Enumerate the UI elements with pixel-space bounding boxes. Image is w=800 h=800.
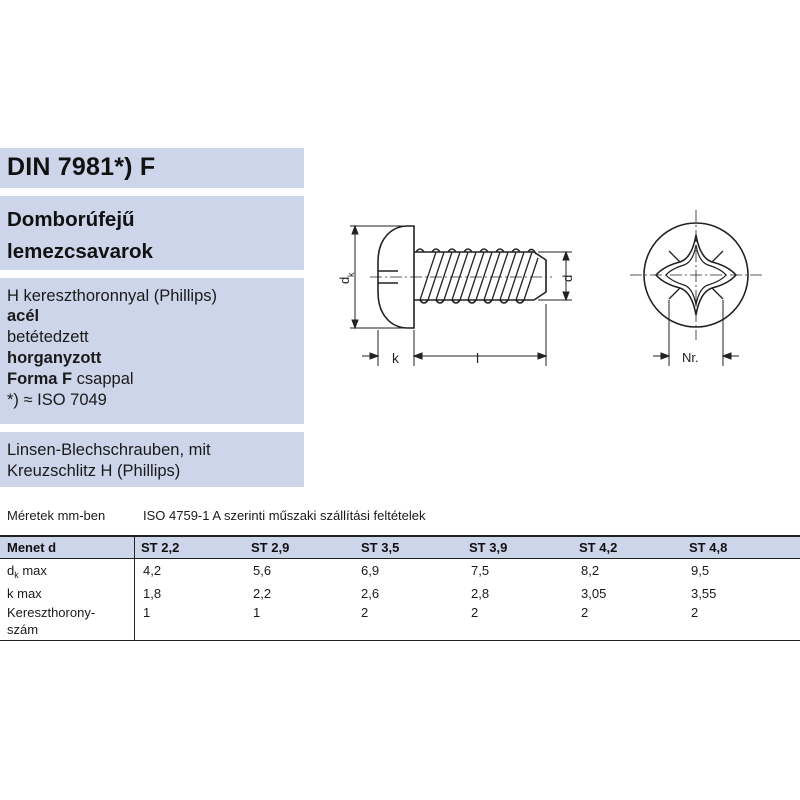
table-cell: 1: [253, 605, 261, 620]
description-panel: [0, 278, 304, 424]
page-title: DIN 7981*) F: [7, 153, 156, 181]
table-bottom-rule: [0, 640, 800, 641]
table-col-6: ST 4,8: [689, 540, 728, 555]
l-label: l: [476, 350, 480, 366]
row1-label-rest: max: [18, 563, 47, 578]
table-cell: 4,2: [143, 563, 162, 578]
table-cell: 8,2: [581, 563, 600, 578]
screw-head-side: [378, 226, 414, 328]
table-header-label: Menet d: [7, 540, 57, 555]
nr-label: Nr.: [682, 350, 699, 365]
table-cell: 2: [361, 605, 369, 620]
table-cell: 9,5: [691, 563, 710, 578]
standard-caption: ISO 4759-1 A szerinti műszaki szállítási feltételek: [143, 508, 426, 523]
table-cell: 2,6: [361, 586, 380, 601]
desc-form: [7, 370, 134, 389]
desc-cross-recess: H kereszthoronnyal (Phillips): [7, 287, 217, 305]
table-col-2: ST 2,9: [251, 540, 290, 555]
table-col-5: ST 4,2: [579, 540, 618, 555]
dk-label-sub: k: [346, 272, 356, 277]
desc-material: acél: [7, 307, 40, 325]
table-cell: 2,2: [253, 586, 272, 601]
screw-head-top: [630, 210, 762, 340]
table-cell: 1,8: [143, 586, 162, 601]
row1-label-sub: k: [14, 570, 19, 580]
table-cell: 7,5: [471, 563, 490, 578]
dk-label: d: [337, 276, 352, 284]
table-row-label-cont: szám: [7, 622, 39, 637]
title-panel: [0, 148, 304, 188]
table-col-1: ST 2,2: [141, 540, 180, 555]
desc-coating: horganyzott: [7, 349, 102, 367]
german-line-2: Kreuzschlitz H (Phillips): [7, 462, 181, 480]
desc-iso: *) ≈ ISO 7049: [7, 391, 107, 409]
table-col-3: ST 3,5: [361, 540, 400, 555]
german-panel: [0, 432, 304, 487]
german-line-1: Linsen-Blechschrauben, mit: [7, 441, 211, 459]
k-label: k: [392, 350, 399, 366]
table-cell: 6,9: [361, 563, 380, 578]
table-cell: 3,05: [581, 586, 607, 601]
table-cell: 2: [691, 605, 699, 620]
table-cell: 2,8: [471, 586, 490, 601]
table-cell: 2: [471, 605, 479, 620]
table-column-divider: [134, 536, 135, 640]
table-col-4: ST 3,9: [469, 540, 508, 555]
table-row-label: k max: [7, 586, 42, 601]
row1-label-d: d: [7, 563, 15, 578]
table-cell: 1: [143, 605, 151, 620]
d-label: d: [560, 274, 575, 282]
table-header-rule: [0, 558, 800, 559]
table-top-rule: [0, 535, 800, 537]
subtitle-panel: [0, 196, 304, 270]
desc-form-rest: csappal: [72, 370, 134, 388]
desc-form-bold: Forma F: [7, 370, 73, 388]
units-caption: Méretek mm-ben: [7, 508, 106, 523]
table-header-bg: [0, 536, 800, 558]
subtitle-line-2: lemezcsavarok: [7, 240, 153, 263]
table-cell: 3,55: [691, 586, 717, 601]
desc-treatment: betétedzett: [7, 328, 89, 346]
table-row-label: [7, 563, 47, 580]
table-row-label: Kereszthorony-: [7, 605, 96, 620]
subtitle-line-1: Domborúfejű: [7, 208, 135, 231]
table-cell: 2: [581, 605, 589, 620]
table-cell: 5,6: [253, 563, 272, 578]
